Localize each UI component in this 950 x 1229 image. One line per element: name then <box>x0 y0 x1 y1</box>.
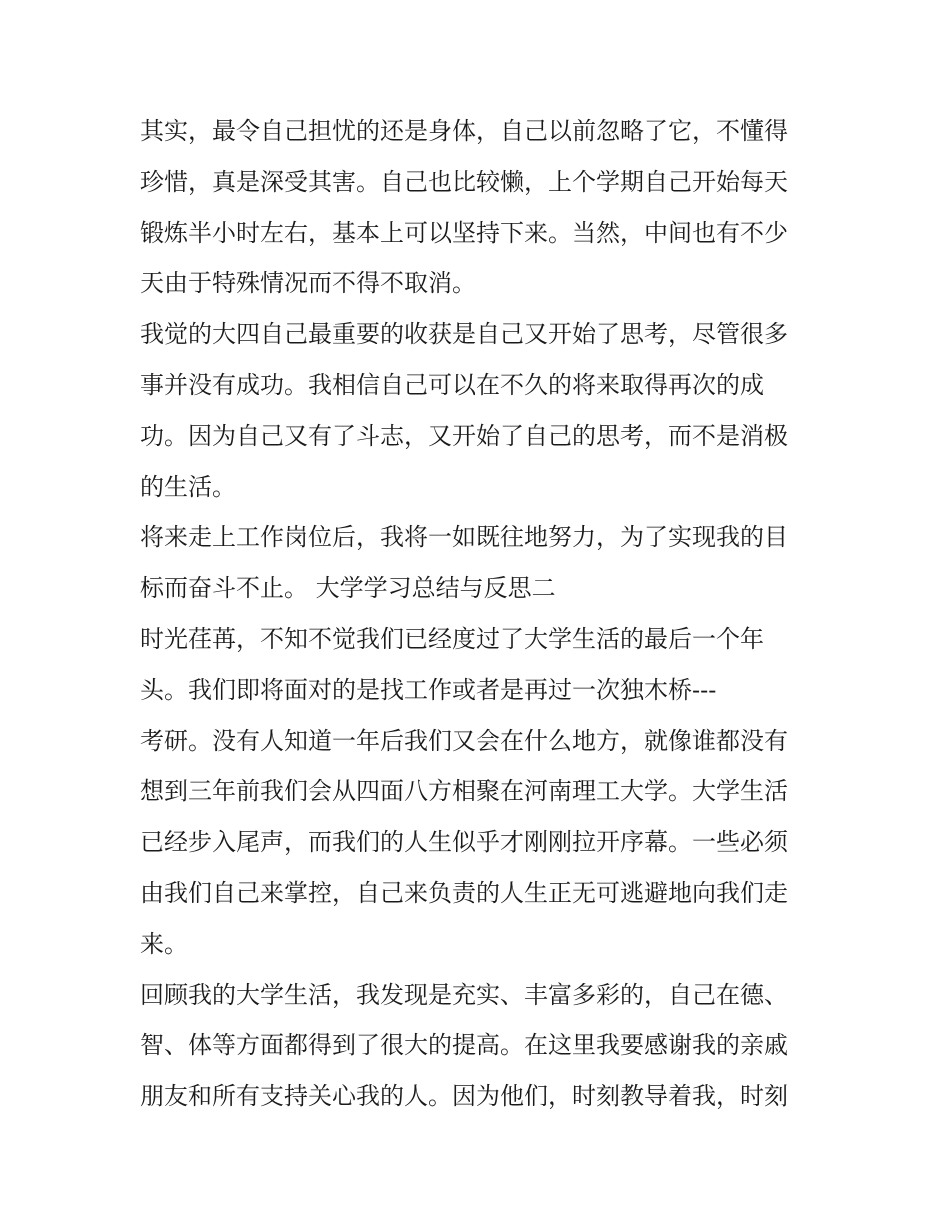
text-line: 标而奋斗不止。 大学学习总结与反思二 <box>140 574 556 603</box>
text-line: 天由于特殊情况而不得不取消。 <box>140 269 476 298</box>
text-line: 回顾我的大学生活，我发现是充实、丰富多彩的，自己在德、 <box>140 980 788 1009</box>
text-line: 时光荏苒，不知不觉我们已经度过了大学生活的最后一个年 <box>140 624 764 653</box>
text-line: 功。因为自己又有了斗志，又开始了自己的思考，而不是消极 <box>140 421 788 450</box>
text-line: 来。 <box>140 929 188 958</box>
text-line: 事并没有成功。我相信自己可以在不久的将来取得再次的成 <box>140 370 764 399</box>
text-line: 想到三年前我们会从四面八方相聚在河南理工大学。大学生活 <box>140 777 788 806</box>
text-line: 考研。没有人知道一年后我们又会在什么地方，就像谁都没有 <box>140 726 788 755</box>
text-line: 我觉的大四自己最重要的收获是自己又开始了思考，尽管很多 <box>140 320 788 349</box>
text-line: 其实，最令自己担忧的还是身体，自己以前忽略了它，不懂得 <box>140 117 788 145</box>
text-line: 将来走上工作岗位后，我将一如既往地努力，为了实现我的目 <box>140 523 788 552</box>
text-line: 已经步入尾声，而我们的人生似乎才刚刚拉开序幕。一些必须 <box>140 828 788 857</box>
text-line: 由我们自己来掌控，自己来负责的人生正无可逃避地向我们走 <box>140 878 788 907</box>
text-line: 朋友和所有支持关心我的人。因为他们，时刻教导着我，时刻 <box>140 1082 788 1111</box>
text-line: 头。我们即将面对的是找工作或者是再过一次独木桥--- <box>140 675 717 704</box>
text-line: 锻炼半小时左右，基本上可以坚持下来。当然，中间也有不少 <box>140 218 788 247</box>
text-line: 智、体等方面都得到了很大的提高。在这里我要感谢我的亲戚 <box>140 1031 788 1060</box>
text-line: 珍惜，真是深受其害。自己也比较懒，上个学期自己开始每天 <box>140 167 788 196</box>
body-text <box>140 106 820 1122</box>
text-line: 的生活。 <box>140 472 236 501</box>
